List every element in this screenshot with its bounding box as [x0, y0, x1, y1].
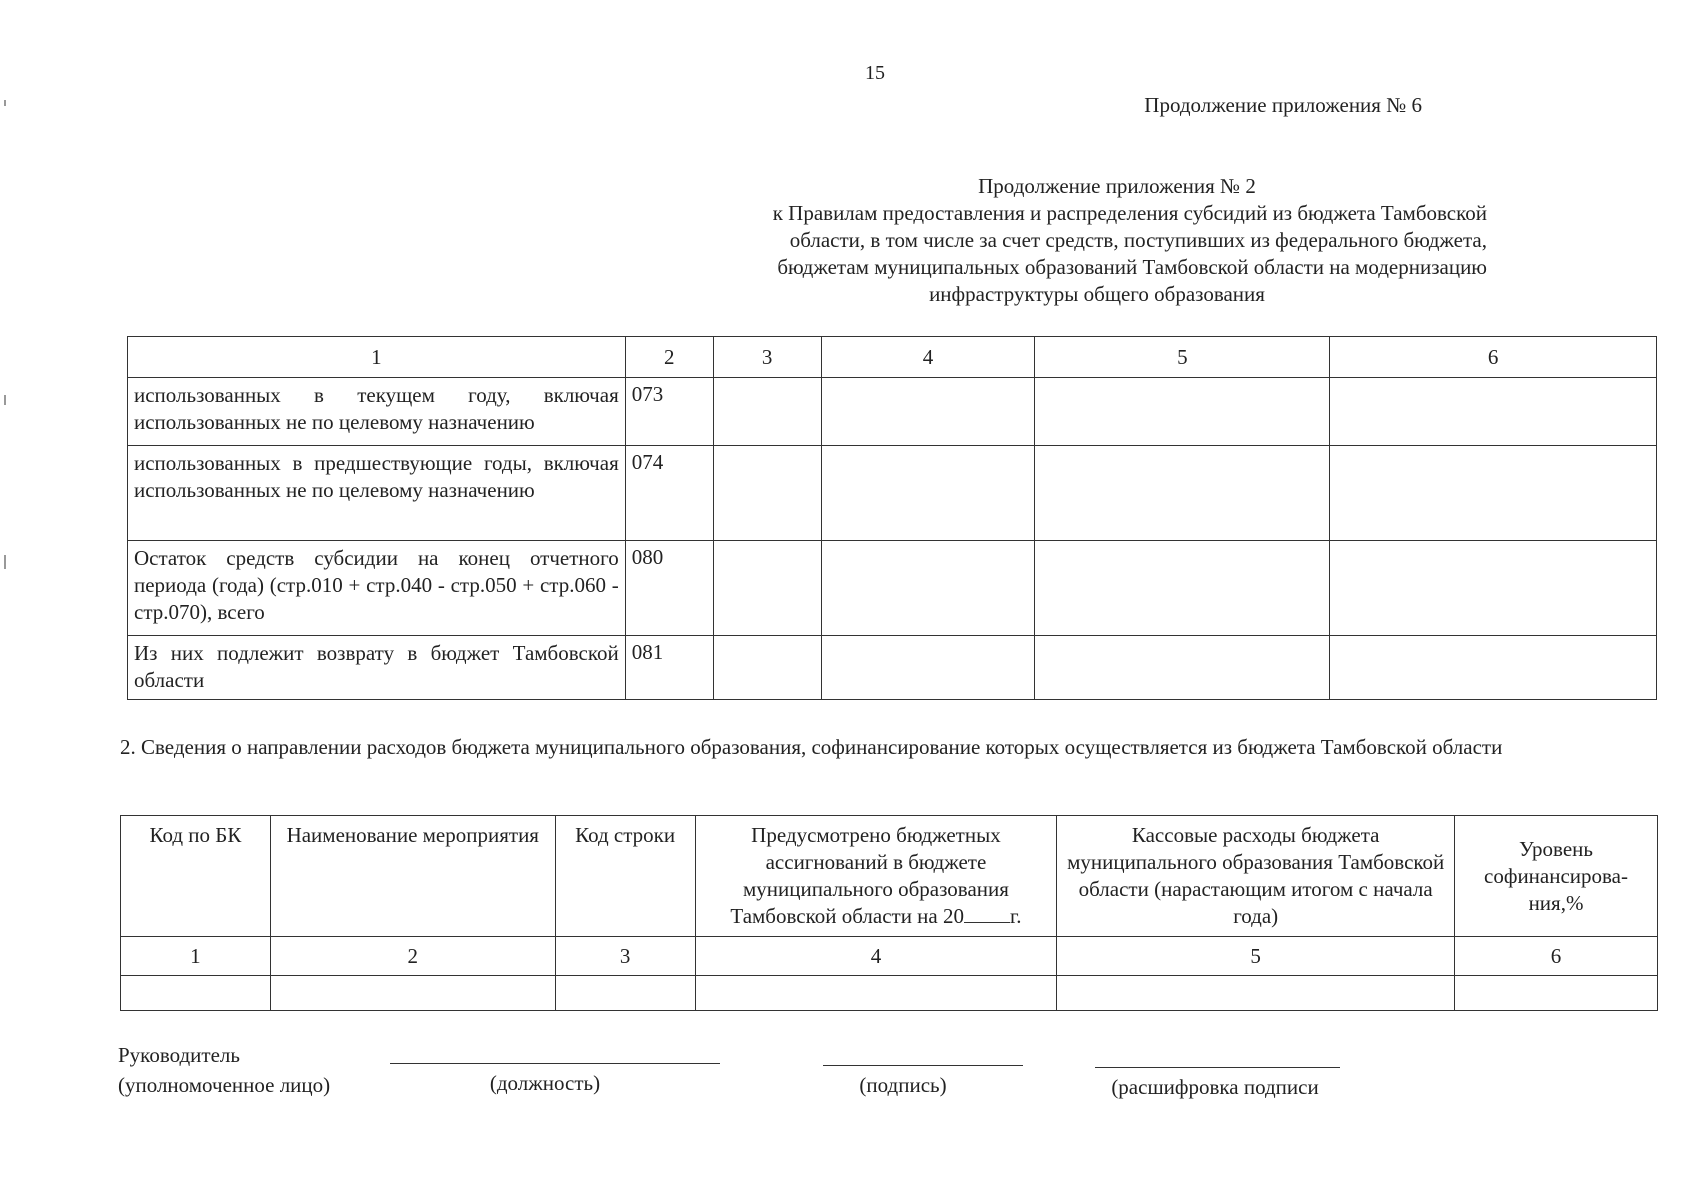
empty-cell: [555, 976, 695, 1011]
column-number-1: 1: [121, 937, 271, 976]
header-line-code: Код строки: [555, 816, 695, 937]
empty-cell: [1330, 541, 1657, 636]
column-number-4: 4: [821, 337, 1035, 378]
empty-cell: [821, 378, 1035, 446]
signature-line: [823, 1065, 1023, 1066]
empty-cell: [821, 541, 1035, 636]
header-line-4: бюджетам муниципальных образований Тамбовской области на модернизацию: [777, 255, 1487, 279]
empty-cell: [1057, 976, 1455, 1011]
row-description: Остаток средств субсидии на конец отчетного периода (года) (стр.010 + стр.040 - стр.050 + стр.060 - стр.070), всего: [128, 541, 626, 636]
table-row: [121, 976, 1658, 1011]
table-header-row: [128, 337, 1657, 378]
table-row: [128, 636, 1657, 700]
expenditure-table: [120, 815, 1658, 1011]
section-2-heading: 2. Сведения о направлении расходов бюджета муниципального образования, софинансирование которых осуществляется из бюджета Тамбовской области: [120, 735, 1503, 759]
signatory-label: [118, 1040, 330, 1100]
header-cofinancing-level: Уровень софинансирова-ния,%: [1455, 816, 1658, 937]
continuation-appendix-6: Продолжение приложения № 6: [1144, 93, 1422, 117]
row-code: 074: [625, 446, 713, 541]
header-budget-code: Код по БК: [121, 816, 271, 937]
row-description: использованных в предшествующие годы, включая использованных не по целевому назначению: [128, 446, 626, 541]
empty-cell: [121, 976, 271, 1011]
column-number-3: 3: [713, 337, 821, 378]
empty-cell: [821, 446, 1035, 541]
signature-caption: (подпись): [859, 1073, 947, 1097]
empty-cell: [821, 636, 1035, 700]
empty-cell: [1035, 378, 1330, 446]
year-blank: [964, 904, 1010, 923]
header-activity-name: Наименование мероприятия: [270, 816, 555, 937]
subsidy-balance-table: [127, 336, 1657, 700]
row-code: 073: [625, 378, 713, 446]
column-number-5: 5: [1035, 337, 1330, 378]
scan-edge-mark: [4, 100, 6, 106]
empty-cell: [1035, 446, 1330, 541]
page-number: 15: [865, 62, 885, 84]
empty-cell: [713, 636, 821, 700]
row-code: 080: [625, 541, 713, 636]
decoding-line: [1095, 1067, 1340, 1068]
column-number-5: 5: [1057, 937, 1455, 976]
empty-cell: [1330, 636, 1657, 700]
table-row: [128, 541, 1657, 636]
empty-cell: [270, 976, 555, 1011]
empty-cell: [1330, 378, 1657, 446]
column-number-1: 1: [128, 337, 626, 378]
signatory-line-1: Руководитель: [118, 1043, 240, 1067]
header-line-5: инфраструктуры общего образования: [929, 282, 1265, 306]
header-line-2: к Правилам предоставления и распределения субсидий из бюджета Тамбовской: [772, 201, 1487, 225]
header-line-1: Продолжение приложения № 2: [978, 174, 1256, 198]
header-line-3: области, в том числе за счет средств, поступивших из федерального бюджета,: [789, 228, 1487, 252]
row-description: Из них подлежит возврату в бюджет Тамбовской области: [128, 636, 626, 700]
empty-cell: [1330, 446, 1657, 541]
signatory-line-2: (уполномоченное лицо): [118, 1073, 331, 1097]
column-number-2: 2: [270, 937, 555, 976]
position-line: [390, 1063, 720, 1064]
year-suffix: г.: [1010, 904, 1022, 928]
table-row: [128, 378, 1657, 446]
empty-cell: [695, 976, 1057, 1011]
column-number-4: 4: [695, 937, 1057, 976]
header-planned-allocations: [695, 816, 1057, 937]
scan-edge-mark: [4, 555, 6, 569]
empty-cell: [1455, 976, 1658, 1011]
table-header-row: [121, 816, 1658, 937]
column-number-6: 6: [1330, 337, 1657, 378]
empty-cell: [1035, 541, 1330, 636]
column-number-2: 2: [625, 337, 713, 378]
header-cash-expenses: Кассовые расходы бюджета муниципального образования Тамбовской области (нарастающим итогом с начала года): [1057, 816, 1455, 937]
column-number-3: 3: [555, 937, 695, 976]
appendix-header: [627, 173, 1487, 308]
empty-cell: [713, 378, 821, 446]
decoding-caption: (расшифровка подписи: [1111, 1075, 1319, 1099]
table-number-row: [121, 937, 1658, 976]
empty-cell: [713, 446, 821, 541]
planned-allocations-text: Предусмотрено бюджетных ассигнований в бюджете муниципального образования Тамбовской области на 20: [730, 823, 1009, 928]
row-description: использованных в текущем году, включая использованных не по целевому назначению: [128, 378, 626, 446]
empty-cell: [1035, 636, 1330, 700]
position-caption: (должность): [489, 1071, 601, 1095]
column-number-6: 6: [1455, 937, 1658, 976]
scan-edge-mark: [4, 395, 6, 405]
empty-cell: [713, 541, 821, 636]
table-row: [128, 446, 1657, 541]
row-code: 081: [625, 636, 713, 700]
